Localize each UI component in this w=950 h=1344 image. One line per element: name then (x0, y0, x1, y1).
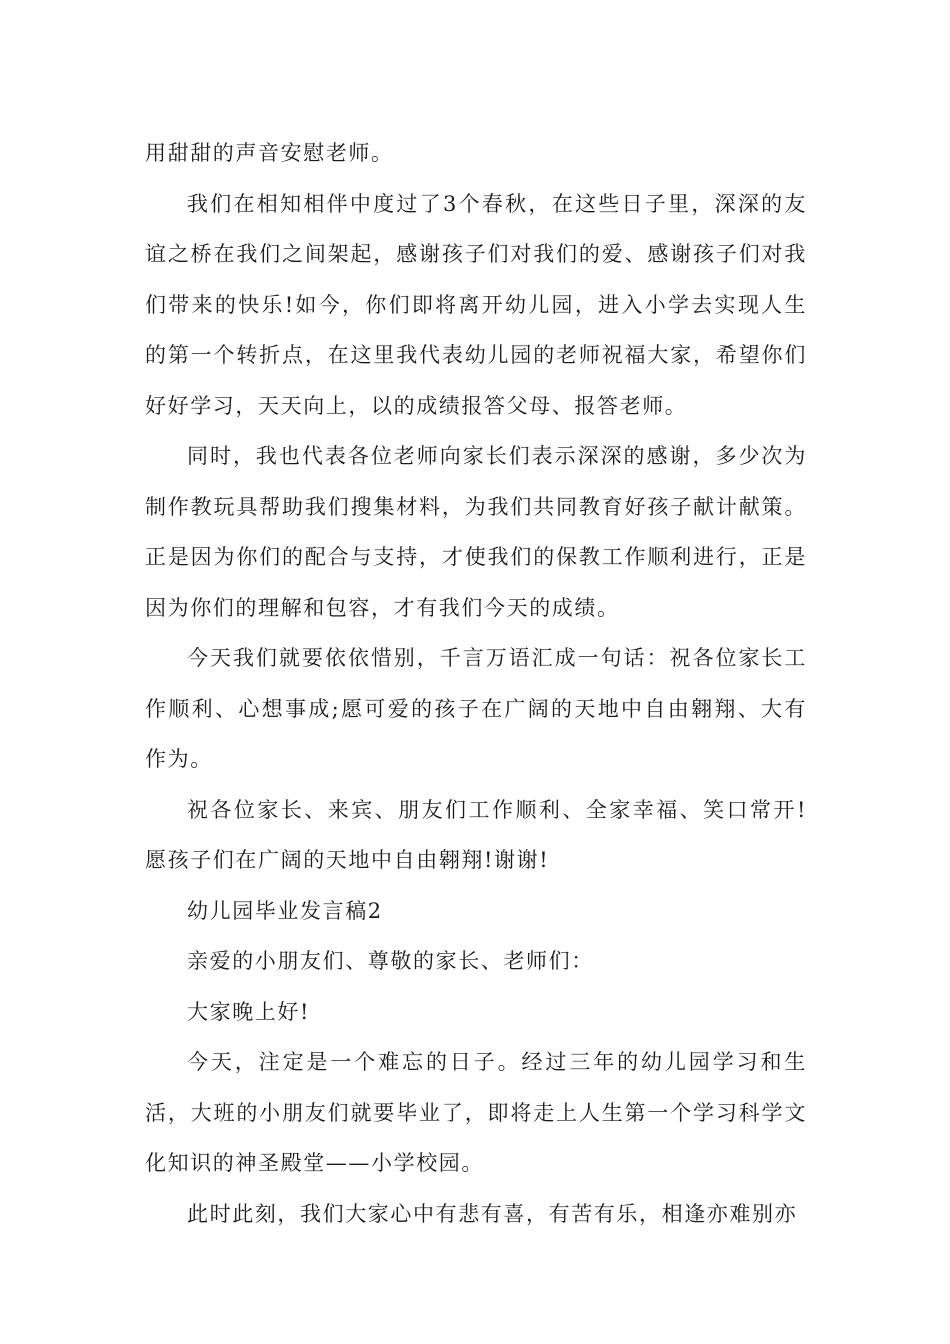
document-body (145, 128, 807, 1239)
paragraph-farewell: 今天我们就要依依惜别，千言万语汇成一句话：祝各位家长工作顺利、心想事成;愿可爱的孩子在广阔的天地中自由翱翔、大有作为。 (145, 646, 807, 771)
paragraph-blessing: 祝各位家长、来宾、朋友们工作顺利、全家幸福、笑口常开!愿孩子们在广阔的天地中自由翱翔!谢谢! (145, 797, 807, 872)
greeting: 大家晚上好! (187, 999, 311, 1024)
paragraph-memorable-day: 今天，注定是一个难忘的日子。经过三年的幼儿园学习和生活，大班的小朋友们就要毕业了，即将走上人生第一个学习科学文化知识的神圣殿堂——小学校园。 (145, 1050, 807, 1175)
salutation: 亲爱的小朋友们、尊敬的家长、老师们： (187, 949, 594, 973)
paragraph-friendship: 我们在相知相伴中度过了3个春秋，在这些日子里，深深的友谊之桥在我们之间架起，感谢孩子们对我们的爱、感谢孩子们对我们带来的快乐!如今，你们即将离开幼儿园，进入小学去实现人生的第一个转折点，在这里我代表幼儿园的老师祝福大家，希望你们好好学习，天天向上，以的成绩报答父母、报答老师。 (145, 191, 807, 418)
section-heading: 幼儿园毕业发言稿2 (187, 898, 383, 923)
paragraph-emotions: 此时此刻，我们大家心中有悲有喜，有苦有乐，相逢亦难别亦 (187, 1201, 798, 1226)
paragraph-thanks-parents: 同时，我也代表各位老师向家长们表示深深的感谢，多少次为制作教玩具帮助我们搜集材料，为我们共同教育好孩子献计献策。正是因为你们的配合与支持，才使我们的保教工作顺利进行，正是因为你们的理解和包容，才有我们今天的成绩。 (145, 444, 807, 620)
paragraph-continuation: 用甜甜的声音安慰老师。 (145, 141, 394, 165)
